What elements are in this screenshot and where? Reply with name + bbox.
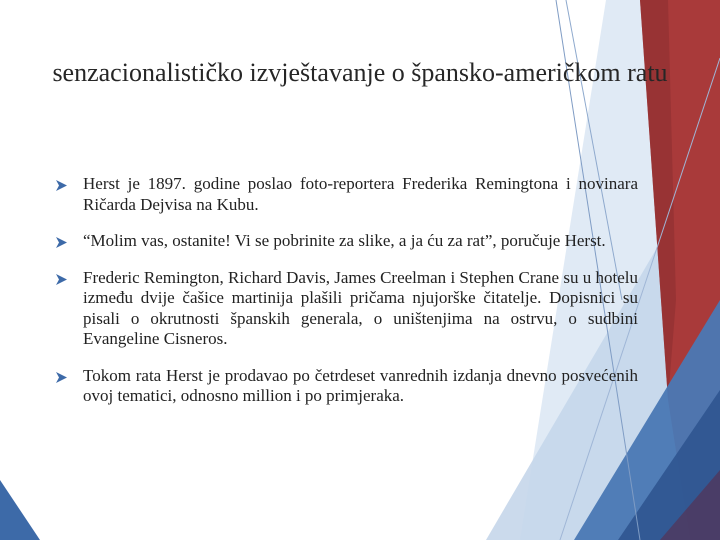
bullet-item [56,366,638,407]
bullet-item [56,174,638,215]
bullet-text: Herst je 1897. godine poslao foto-reportera Frederika Remingtona i novinara Ričarda Dejvisa na Kubu. [83,174,638,214]
arrowhead-right-icon [56,372,67,383]
bullet-text: “Molim vas, ostanite! Vi se pobrinite za slike, a ja ću za rat”, poručuje Herst. [83,231,606,250]
bullet-list [56,174,638,423]
arrowhead-right-icon [56,274,67,285]
bullet-item [56,268,638,350]
bullet-text: Tokom rata Herst je prodavao po četrdeset vanrednih izdanja dnevno posvećenih ovoj tematici, odnosno million i po primjeraka. [83,365,638,405]
arrowhead-right-icon [56,237,67,248]
slide-title: senzacionalističko izvještavanje o špansko-američkom ratu [52,58,668,87]
bullet-item [56,231,638,252]
bottom-left-triangle [0,480,40,540]
arrowhead-right-icon [56,180,67,191]
bullet-text: Frederic Remington, Richard Davis, James Creelman i Stephen Crane su u hotelu između dvije čašice martinija plašili pričama njujorške čitatelje. Dopisnici su pisali o okrutnosti španskih generala, o uništenjima na ostrvu, o sudbini Evangeline Cisneros. [83,267,638,348]
